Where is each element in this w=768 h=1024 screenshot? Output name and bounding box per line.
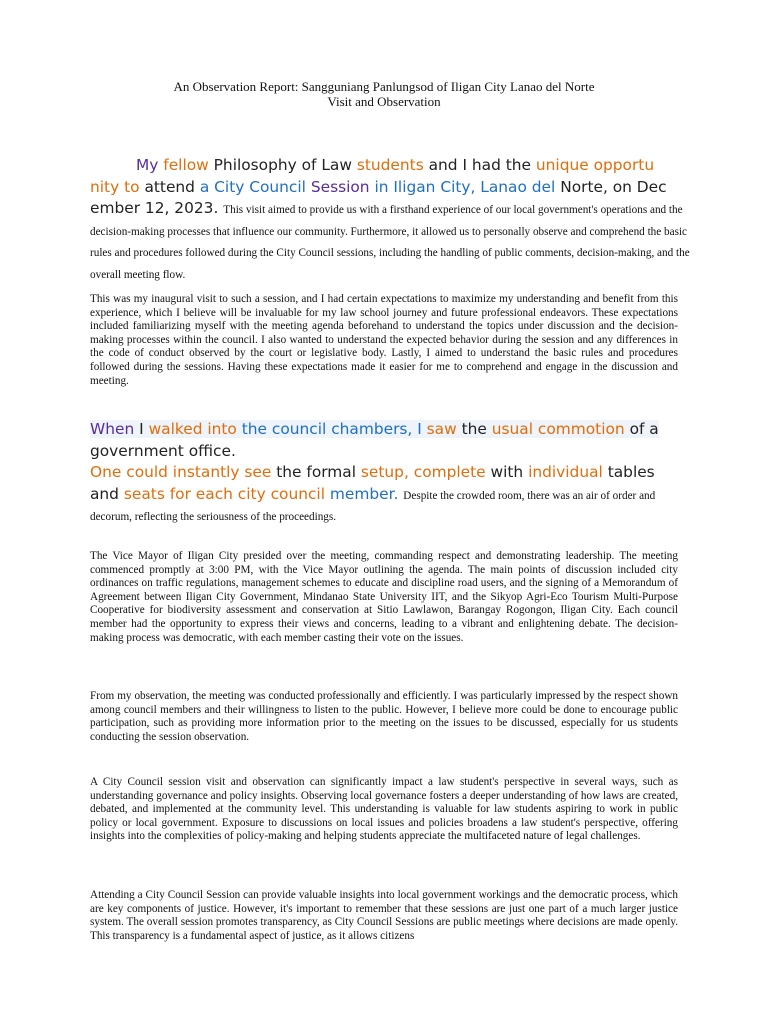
- observation-paragraph: From my observation, the meeting was conducted professionally and efficiently. I was particularly impressed by the respect shown among council members and their willingness to listen to the public. However, I believe more could be done to encourage public participation, such as providing more information prior to the meeting on the issues to be discussed, especially for us students conducting the session observation.: [90, 690, 678, 743]
- chambers-paragraph-body: Despite the crowded room, there was an air of order and decorum, reflecting the seriousness of the proceedings.: [90, 489, 656, 523]
- intro-paragraph-body: This visit aimed to provide us with a firsthand experience of our local government's operations and the decision-making processes that influence our community. Furthermore, it allowed us to personally observe and comprehend the basic rules and procedures followed during the City Council sessions, including the handling of public comments, decision-making, and the overall meeting flow.: [90, 204, 690, 281]
- intro-paragraph: My fellow Philosophy of Law students and I had the unique opportu nity to attend a City Council Session in Iligan City, Lanao del Norte, on Dec ember 12, 2023. This visit aimed to provide us with a firsthand experience of our local government's operations and the decision-making processes that influence our community. Furthermore, it allowed us to personally observe and comprehend the basic rules and procedures followed during the City Council sessions, including the handling of public comments, decision-making, and the overall meeting flow.: [90, 156, 690, 281]
- title-line-1: An Observation Report: Sangguniang Panlungsod of Iligan City Lanao del Norte: [173, 79, 595, 94]
- expectations-paragraph: This was my inaugural visit to such a session, and I had certain expectations to maximize my understanding and benefit from this experience, which I believe will be invaluable for my law school journey and future professional endeavors. These expectations included familiarizing myself with the meeting agenda beforehand to understand the topics under discussion and the decision-making processes within the council. I also wanted to understand the expected behavior during the session and any differences in the code of conduct observed by the court or legislative body. Lastly, I aimed to understand the basic rules and procedures followed during the sessions. Having these expectations made it easier for me to comprehend and engage in the discussion and meeting.: [90, 293, 678, 387]
- chambers-paragraph: When I walked into the council chambers, I saw the usual commotion of a government office. One could instantly see the formal setup, complete with individual tables and seats for each city council member. Despite the crowded room, there was an air of order and decorum, reflecting the seriousness of the proceedings.: [90, 420, 659, 523]
- report-title: [0, 79, 768, 109]
- justice-paragraph: Attending a City Council Session can provide valuable insights into local government workings and the democratic process, which are key components of justice. However, it's important to remember that these sessions are just one part of a much larger justice system. The overall session promotes transparency, as City Council Sessions are public meetings where decisions are made openly. This transparency is a fundamental aspect of justice, as it allows citizens: [90, 889, 678, 942]
- impact-paragraph: A City Council session visit and observation can significantly impact a law student's perspective in several ways, such as understanding governance and policy insights. Observing local governance fosters a deeper understanding of how laws are created, debated, and implemented at the community level. This understanding is valuable for law students aspiring to work in public policy or local government. Exposure to discussions on local issues and policies broadens a law student's perspective, offering insights into the complexities of policy-making and helping students appreciate the multifaceted nature of legal challenges.: [90, 776, 678, 843]
- meeting-paragraph: The Vice Mayor of Iligan City presided over the meeting, commanding respect and demonstrating leadership. The meeting commenced promptly at 3:00 PM, with the Vice Mayor outlining the agenda. The main points of discussion included city ordinances on traffic regulations, management schemes to educate and discipline road users, and the signing of a Memorandum of Agreement between Iligan City Government, Mindanao State University IIT, and the Sikyop Agri-Eco Tourism Multi-Purpose Cooperative for biodiversity assessment and conservation at Sitio Lawlawon, Barangay Rogongon, Iligan City. Each council member had the opportunity to express their views and concerns, leading to a vibrant and enlightening debate. The decision-making process was democratic, with each member casting their vote on the issues.: [90, 550, 678, 644]
- title-line-2: Visit and Observation: [327, 94, 441, 109]
